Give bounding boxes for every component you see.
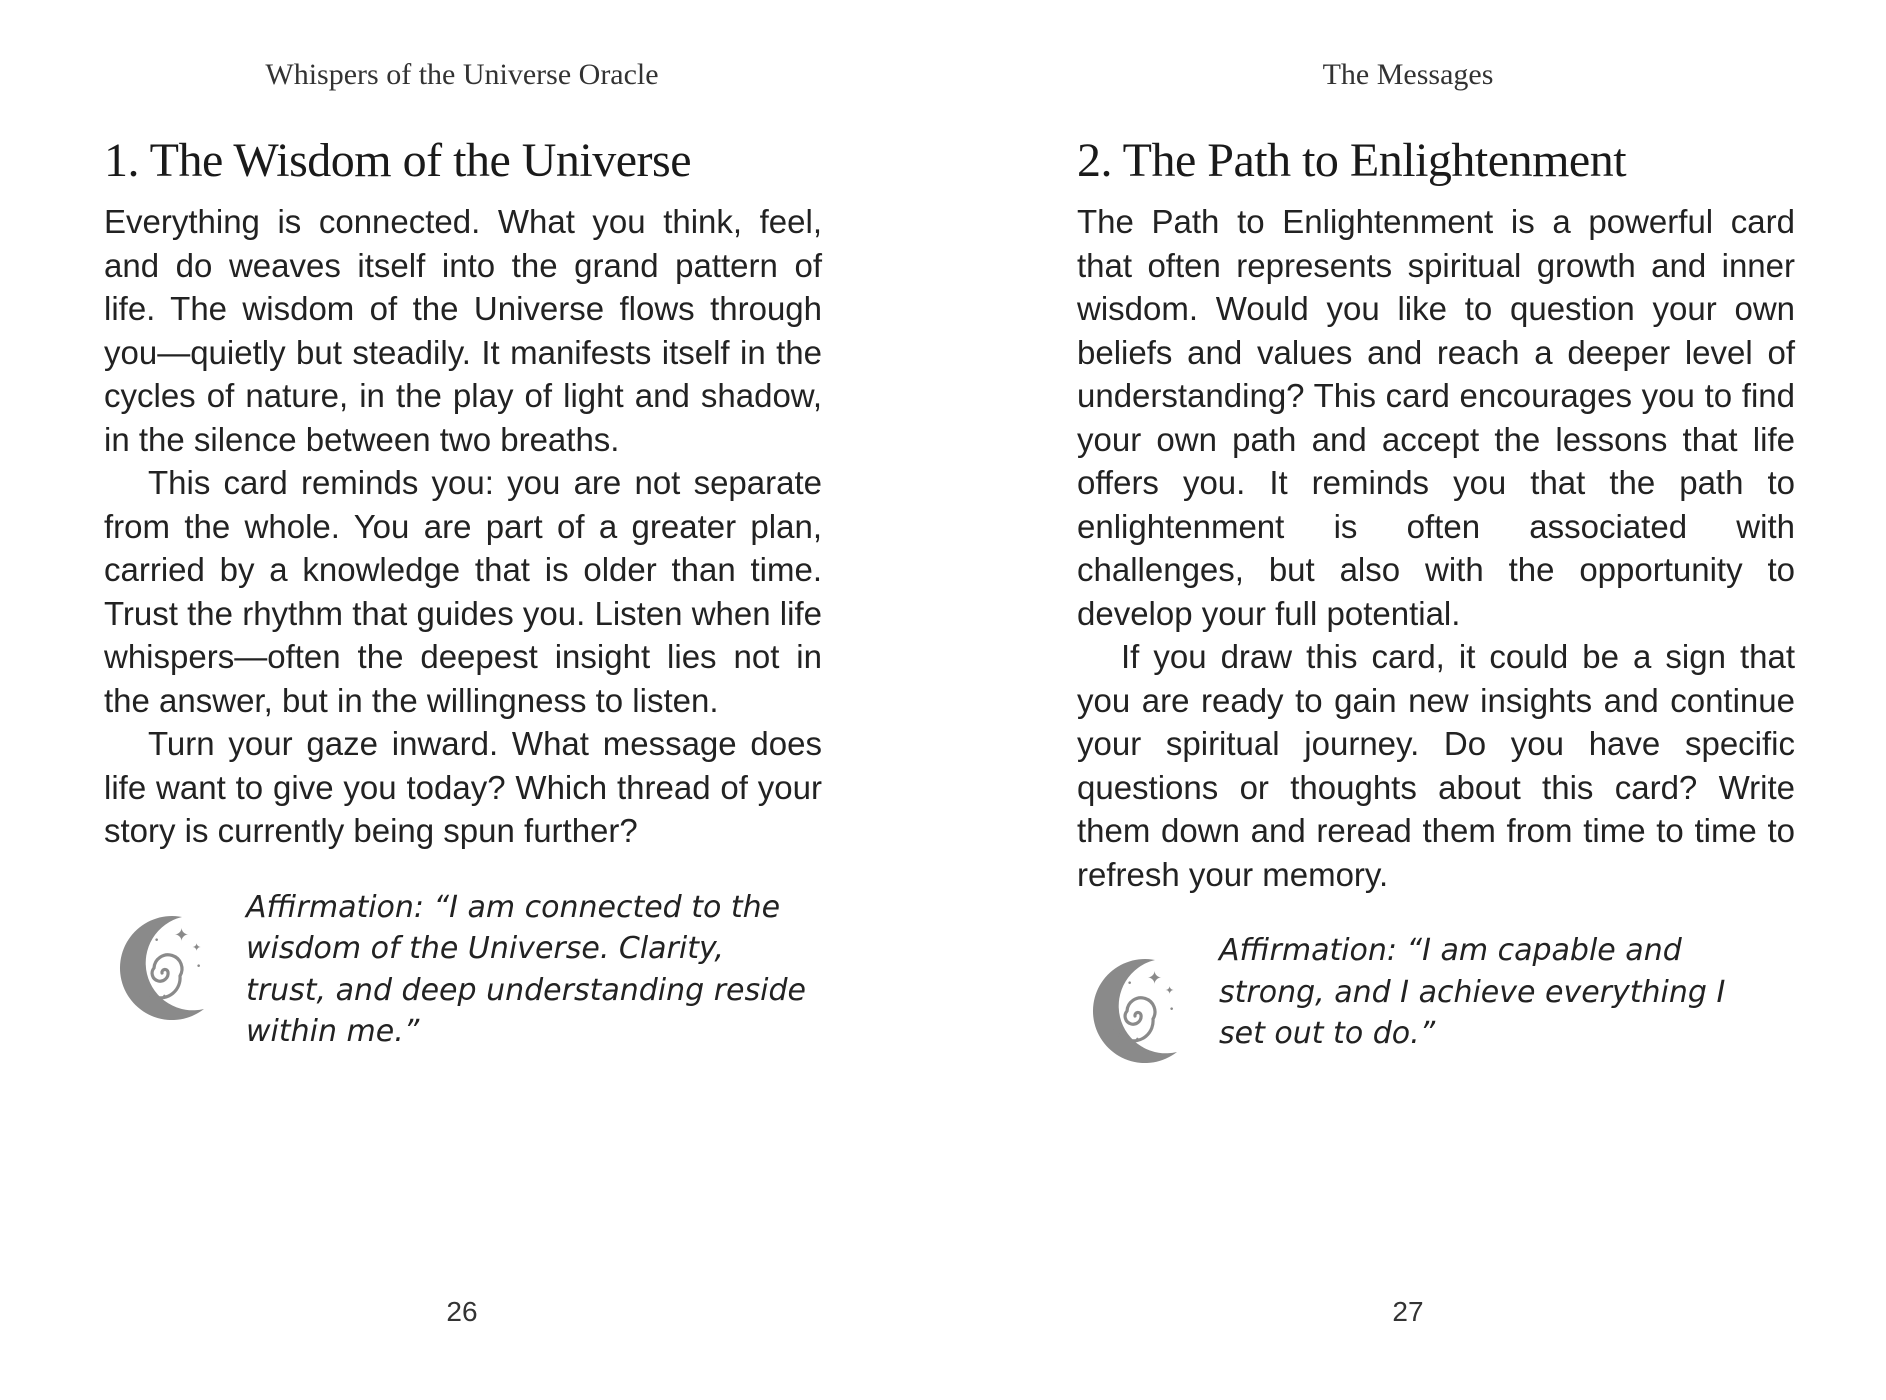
svg-text:•: • — [154, 935, 160, 946]
paragraph: The Path to Enlightenment is a powerful card that often represents spiritual growth and inner wisdom. Would you like to question your own beliefs and values and reach a deeper level of understanding? This card encourages you to find your own path and accept the lessons that life offers you. It reminds you that the path to enlightenment is often associated with challenges, but also with the opportunity to develop your full potential. — [1077, 203, 1795, 632]
svg-text:✦: ✦ — [1147, 968, 1163, 989]
running-head: Whispers of the Universe Oracle — [265, 58, 659, 91]
paragraph: This card reminds you: you are not separate from the whole. You are part of a greater plan, carried by a knowledge that is older than time. Trust the rhythm that guides you. Listen when life whispers—often the deepest insight lies not in the answer, but in the willingness to listen. — [104, 464, 822, 719]
svg-text:•: • — [1135, 1035, 1140, 1044]
paragraph: Everything is connected. What you think, feel, and do weaves itself into the grand pattern of life. The wisdom of the Universe flows through you—quietly but steadily. It manifests itself in the cycles of nature, in the play of light and shadow, in the silence between two breaths. — [104, 203, 822, 458]
svg-text:✦: ✦ — [192, 940, 202, 954]
svg-text:✦: ✦ — [144, 996, 154, 1010]
page-content — [1077, 130, 1795, 1110]
svg-text:•: • — [1169, 1005, 1175, 1015]
svg-text:•: • — [1127, 979, 1133, 989]
moon-spiral-icon — [104, 907, 216, 1025]
affirmation-text: Affirmation: “I am capable and strong, and I achieve everything I set out to do.” — [1219, 933, 1726, 1051]
svg-text:•: • — [196, 961, 202, 972]
section-title: 1. The Wisdom of the Universe — [104, 134, 692, 187]
section-title: 2. The Path to Enlightenment — [1077, 134, 1627, 187]
running-head: The Messages — [1322, 58, 1494, 91]
svg-text:•: • — [162, 991, 167, 1001]
page-number: 26 — [446, 1296, 478, 1327]
page-number: 27 — [1392, 1296, 1424, 1327]
right-page — [943, 0, 1886, 1400]
paragraph: If you draw this card, it could be a sign that you are ready to gain new insights and continue your spiritual journey. Do you have specific questions or thoughts about this card? Write them down and reread them from time to time to refresh your memory. — [1077, 638, 1795, 893]
moon-spiral-icon — [1077, 950, 1189, 1068]
affirmation-text: Affirmation: “I am connected to the wisdom of the Universe. Clarity, trust, and deep understanding reside within me.” — [246, 889, 806, 1049]
svg-text:✦: ✦ — [1165, 984, 1175, 997]
svg-text:✦: ✦ — [1117, 1040, 1127, 1053]
paragraph: Turn your gaze inward. What message does life want to give you today? Which thread of your story is currently being spun further? — [104, 725, 822, 849]
affirmation-block — [104, 887, 822, 1067]
affirmation-block — [1077, 930, 1795, 1110]
page-content — [104, 130, 822, 1067]
svg-text:✦: ✦ — [174, 924, 190, 946]
